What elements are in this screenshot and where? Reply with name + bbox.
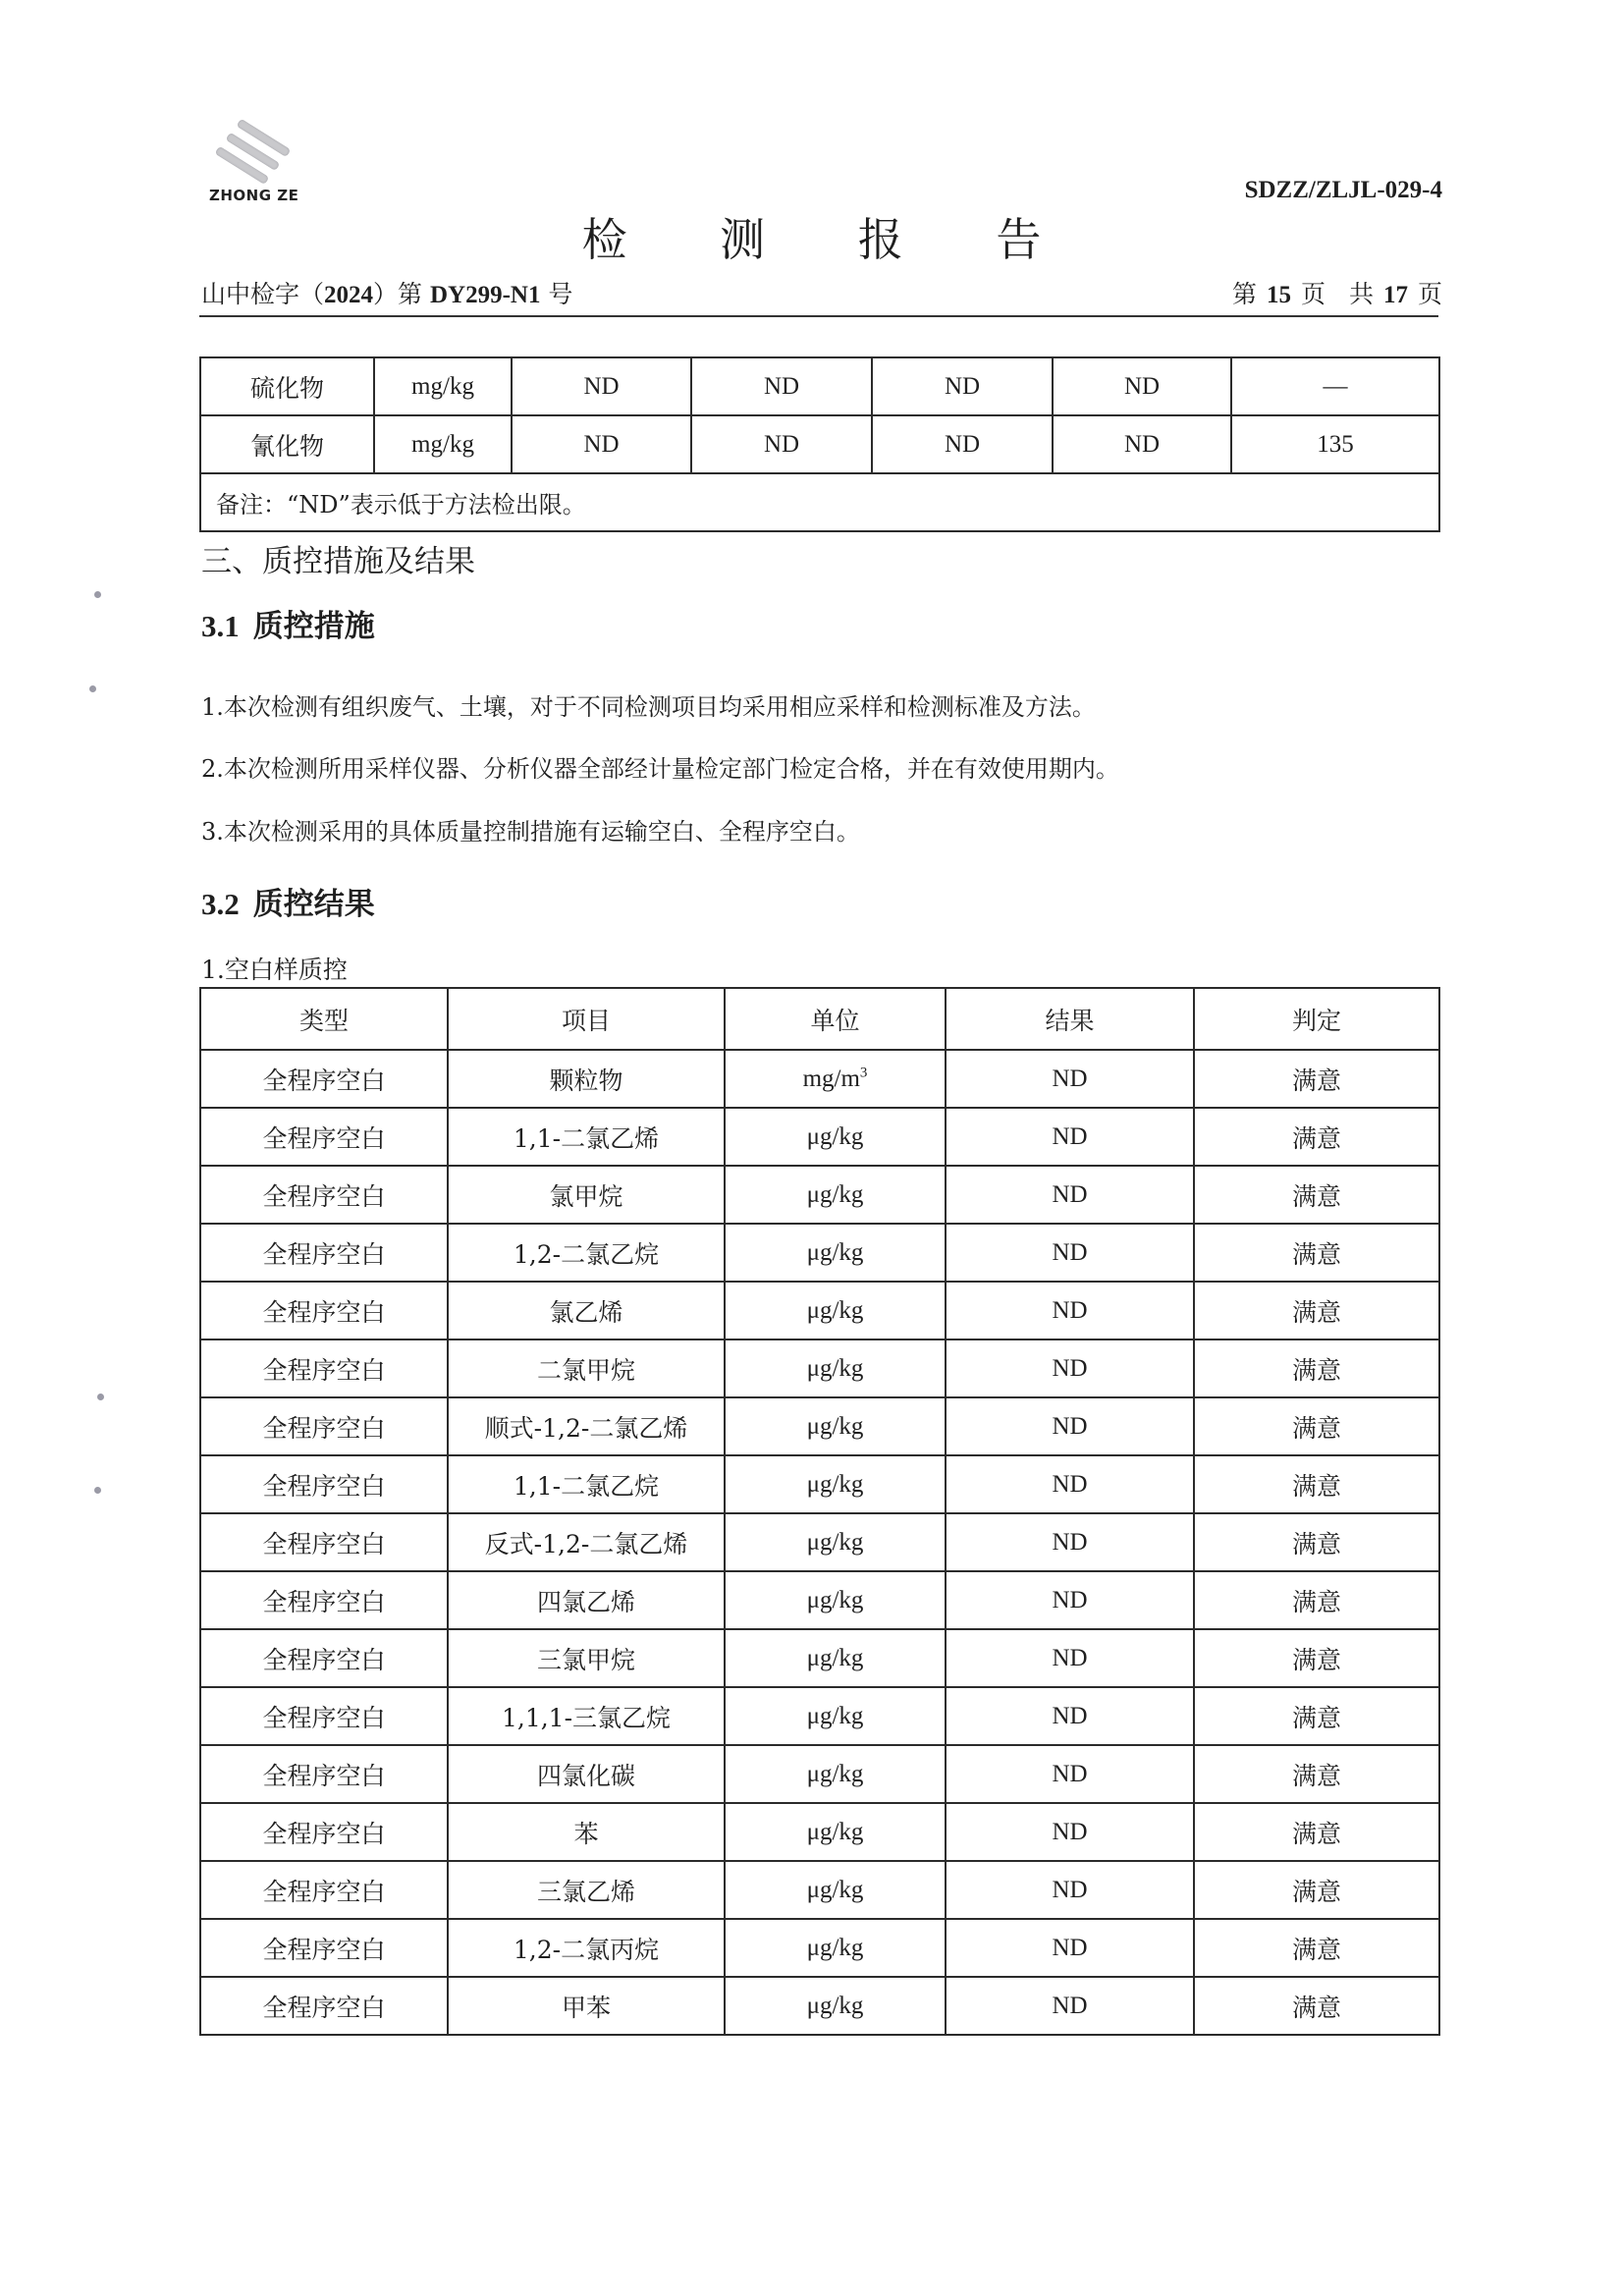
judgement-cell: 满意 [1194,1108,1439,1166]
type-cell: 全程序空白 [200,1687,448,1745]
item-cell: 氯甲烷 [448,1166,725,1224]
item-cell: 氰化物 [200,415,374,473]
unit-cell [725,1803,946,1861]
subsection-number: 3.2 [201,887,240,921]
judgement-cell: 满意 [1194,1513,1439,1571]
item-cell: 反式-1,2-二氯乙烯 [448,1513,725,1571]
table-row [200,1282,1439,1339]
unit-text: μg/kg [806,1296,864,1324]
type-cell: 全程序空白 [200,1977,448,2035]
item-cell: 1,2-二氯乙烷 [448,1224,725,1282]
column-header: 类型 [200,988,448,1050]
unit-cell [725,1397,946,1455]
unit-text: μg/kg [806,1934,864,1961]
type-cell: 全程序空白 [200,1571,448,1629]
table-note-row [200,473,1439,531]
result-cell: ND [946,1339,1194,1397]
table-row [200,1224,1439,1282]
page-indicator [1232,275,1442,310]
result-cell: ND [946,1166,1194,1224]
table-row [200,1629,1439,1687]
unit-cell: mg/kg [374,415,512,473]
result-cell: ND [946,1108,1194,1166]
page-total-prefix: 共 [1348,280,1374,308]
table-row [200,1108,1439,1166]
item-cell: 三氯乙烯 [448,1861,725,1919]
unit-text: μg/kg [806,1876,864,1903]
margin-dot [89,685,96,692]
unit-text: μg/kg [806,1644,864,1671]
unit-text: μg/kg [806,1238,864,1266]
unit-text: μg/kg [806,1818,864,1845]
item-cell: 硫化物 [200,357,374,415]
table-caption: 1.空白样质控 [201,956,348,984]
judgement-cell: 满意 [1194,1571,1439,1629]
value-cell: ND [1053,415,1231,473]
report-title: 检 测 报 告 [581,213,1081,266]
unit-cell: mg/kg [374,357,512,415]
unit-cell [725,1282,946,1339]
unit-cell [725,1513,946,1571]
item-cell: 1,1,1-三氯乙烷 [448,1687,725,1745]
table-note: 备注：“ND”表示低于方法检出限。 [200,473,1439,531]
value-cell: ND [691,415,872,473]
result-cell: ND [946,1397,1194,1455]
blank-sample-qc-table [199,987,1440,2036]
results-table-continued [199,356,1440,532]
page-suffix: 页 [1417,280,1442,308]
type-cell: 全程序空白 [200,1224,448,1282]
limit-cell: — [1231,357,1439,415]
type-cell: 全程序空白 [200,1919,448,1977]
table-row [200,1977,1439,2035]
report-year: 2024 [324,282,374,308]
logo-text: ZHONG ZE [209,187,299,204]
company-logo [201,110,309,203]
table-header-row [200,988,1439,1050]
subsection-heading-qc-measures [201,601,375,645]
table-row [200,1919,1439,1977]
judgement-cell: 满意 [1194,1166,1439,1224]
type-cell: 全程序空白 [200,1745,448,1803]
item-cell: 三氯甲烷 [448,1629,725,1687]
type-cell: 全程序空白 [200,1455,448,1513]
type-cell: 全程序空白 [200,1050,448,1108]
type-cell: 全程序空白 [200,1282,448,1339]
unit-cell [725,1455,946,1513]
page-current: 15 [1266,282,1291,308]
item-cell: 四氯化碳 [448,1745,725,1803]
table-row [200,1513,1439,1571]
judgement-cell: 满意 [1194,1745,1439,1803]
result-cell: ND [946,1513,1194,1571]
type-cell: 全程序空白 [200,1803,448,1861]
type-cell: 全程序空白 [200,1108,448,1166]
table-row [200,1339,1439,1397]
subsection-heading-qc-results [201,879,375,923]
report-number-mid: ）第 [373,280,430,308]
judgement-cell: 满意 [1194,1629,1439,1687]
result-cell: ND [946,1571,1194,1629]
item-cell: 甲苯 [448,1977,725,2035]
unit-cell [725,1050,946,1108]
table-row [200,1571,1439,1629]
column-header: 结果 [946,988,1194,1050]
paragraph: 3.本次检测采用的具体质量控制措施有运输空白、全程序空白。 [201,818,860,846]
item-cell: 1,1-二氯乙烯 [448,1108,725,1166]
unit-cell [725,1571,946,1629]
result-cell: ND [946,1629,1194,1687]
type-cell: 全程序空白 [200,1861,448,1919]
result-cell: ND [946,1687,1194,1745]
item-cell: 1,2-二氯丙烷 [448,1919,725,1977]
report-number-suffix: 号 [540,280,573,308]
item-cell: 颗粒物 [448,1050,725,1108]
judgement-cell: 满意 [1194,1050,1439,1108]
unit-cell [725,1919,946,1977]
limit-cell: 135 [1231,415,1439,473]
paragraph: 2.本次检测所用采样仪器、分析仪器全部经计量检定部门检定合格，并在有效使用期内。 [201,755,1119,783]
result-cell: ND [946,1861,1194,1919]
column-header: 项目 [448,988,725,1050]
report-id: DY299-N1 [429,282,541,308]
unit-cell [725,1108,946,1166]
table-row [200,1687,1439,1745]
result-cell: ND [946,1050,1194,1108]
margin-dot [94,591,101,598]
item-cell: 四氯乙烯 [448,1571,725,1629]
margin-dot [94,1487,101,1494]
column-header: 单位 [725,988,946,1050]
subsection-number: 3.1 [201,609,240,643]
report-number-prefix: 山中检字（ [201,280,325,308]
value-cell: ND [512,415,691,473]
unit-text: μg/kg [806,1760,864,1787]
judgement-cell: 满意 [1194,1861,1439,1919]
result-cell: ND [946,1745,1194,1803]
value-cell: ND [512,357,691,415]
header-divider [199,315,1438,317]
unit-cell [725,1977,946,2035]
result-cell: ND [946,1977,1194,2035]
result-cell: ND [946,1919,1194,1977]
unit-text: mg/m [802,1065,860,1092]
item-cell: 1,1-二氯乙烷 [448,1455,725,1513]
judgement-cell: 满意 [1194,1339,1439,1397]
column-header: 判定 [1194,988,1439,1050]
result-cell: ND [946,1803,1194,1861]
result-cell: ND [946,1282,1194,1339]
unit-cell [725,1224,946,1282]
unit-cell [725,1687,946,1745]
table-row [200,1166,1439,1224]
unit-text: μg/kg [806,1412,864,1440]
value-cell: ND [1053,357,1231,415]
value-cell: ND [691,357,872,415]
subsection-title: 质控结果 [252,887,375,922]
unit-text: μg/kg [806,1354,864,1382]
unit-exponent: 3 [859,1065,868,1081]
type-cell: 全程序空白 [200,1629,448,1687]
unit-text: μg/kg [806,1180,864,1208]
type-cell: 全程序空白 [200,1166,448,1224]
item-cell: 苯 [448,1803,725,1861]
table-row [200,357,1439,415]
subsection-title: 质控措施 [252,609,375,644]
unit-cell [725,1861,946,1919]
result-cell: ND [946,1224,1194,1282]
type-cell: 全程序空白 [200,1339,448,1397]
judgement-cell: 满意 [1194,1455,1439,1513]
section-heading: 三、质控措施及结果 [201,544,475,579]
table-row [200,1745,1439,1803]
page-prefix: 第 [1231,280,1257,308]
table-row [200,1861,1439,1919]
table-row [200,1397,1439,1455]
judgement-cell: 满意 [1194,1803,1439,1861]
value-cell: ND [872,415,1053,473]
judgement-cell: 满意 [1194,1687,1439,1745]
judgement-cell: 满意 [1194,1224,1439,1282]
unit-text: μg/kg [806,1122,864,1150]
table-row [200,1455,1439,1513]
item-cell: 氯乙烯 [448,1282,725,1339]
unit-cell [725,1339,946,1397]
document-code: SDZZ/ZLJL-029-4 [1244,177,1442,203]
page-mid: 页 [1300,280,1325,308]
table-row [200,415,1439,473]
unit-cell [725,1166,946,1224]
unit-text: μg/kg [806,1702,864,1729]
judgement-cell: 满意 [1194,1397,1439,1455]
page-total: 17 [1382,282,1408,308]
item-cell: 顺式-1,2-二氯乙烯 [448,1397,725,1455]
item-cell: 二氯甲烷 [448,1339,725,1397]
type-cell: 全程序空白 [200,1397,448,1455]
value-cell: ND [872,357,1053,415]
table-row [200,1050,1439,1108]
unit-text: μg/kg [806,1528,864,1556]
type-cell: 全程序空白 [200,1513,448,1571]
margin-dot [97,1394,104,1400]
unit-cell [725,1745,946,1803]
judgement-cell: 满意 [1194,1919,1439,1977]
unit-text: μg/kg [806,1586,864,1613]
judgement-cell: 满意 [1194,1977,1439,2035]
unit-text: μg/kg [806,1470,864,1498]
result-cell: ND [946,1455,1194,1513]
paragraph: 1.本次检测有组织废气、土壤，对于不同检测项目均采用相应采样和检测标准及方法。 [201,693,1096,721]
judgement-cell: 满意 [1194,1282,1439,1339]
unit-text: μg/kg [806,1992,864,2019]
table-row [200,1803,1439,1861]
report-number [201,275,572,310]
unit-cell [725,1629,946,1687]
